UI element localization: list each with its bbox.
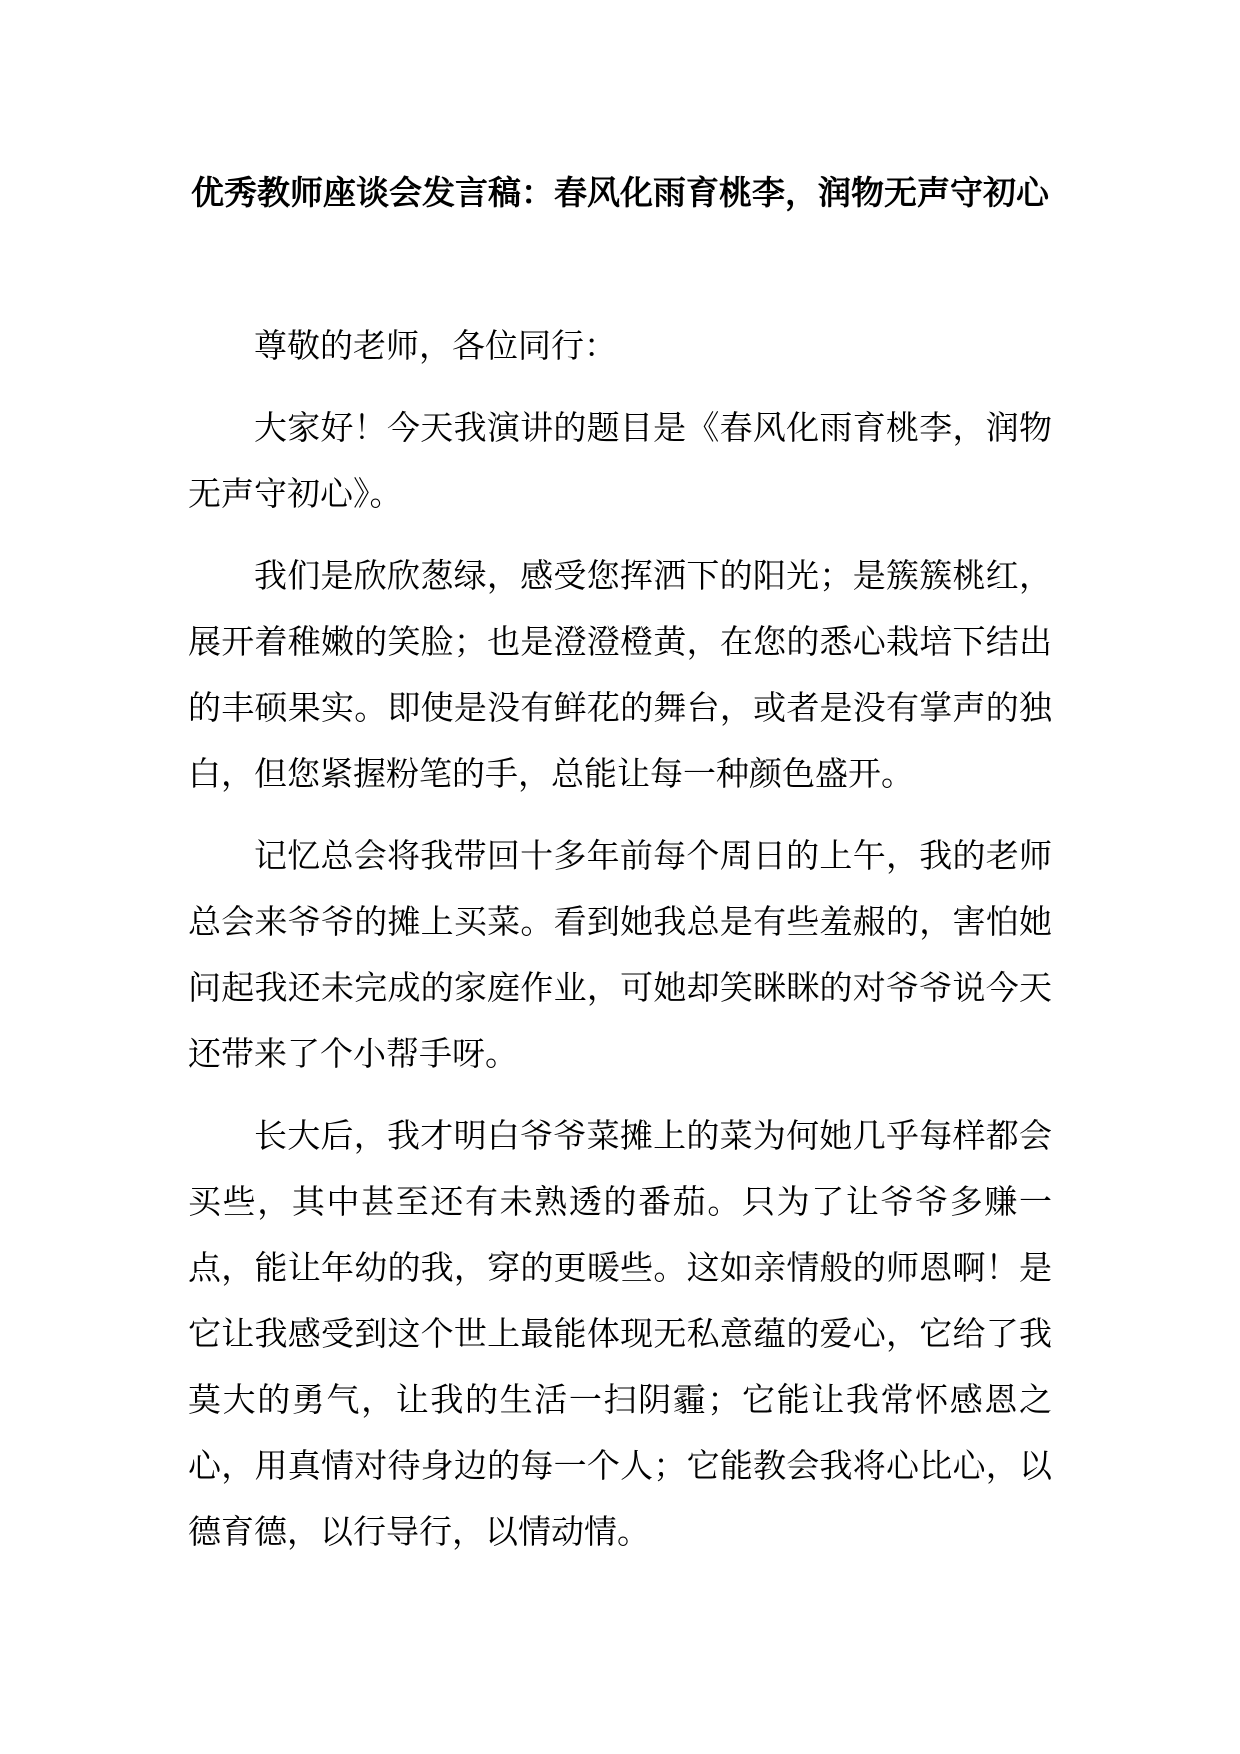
paragraph-memory: 记忆总会将我带回十多年前每个周日的上午，我的老师总会来爷爷的摊上买菜。看到她我总是有些羞赧的，害怕她问起我还未完成的家庭作业，可她却笑眯眯的对爷爷说今天还带来了个小帮手呀。: [188, 836, 1052, 1073]
paragraph-salutation: 尊敬的老师，各位同行：: [254, 326, 617, 365]
document-title: 优秀教师座谈会发言稿：春风化雨育桃李，润物无声守初心: [191, 173, 1049, 212]
paragraph-growing-up: 长大后，我才明白爷爷菜摊上的菜为何她几乎每样都会买些，其中甚至还有未熟透的番茄。只为了让爷爷多赚一点，能让年幼的我，穿的更暖些。这如亲情般的师恩啊！是它让我感受到这个世上最能体现无私意蕴的爱心，它给了我莫大的勇气，让我的生活一扫阴霾；它能让我常怀感恩之心，用真情对待身边的每一个人；它能教会我将心比心，以德育德，以行导行，以情动情。: [188, 1116, 1052, 1551]
paragraph-greeting: 大家好！今天我演讲的题目是《春风化雨育桃李，润物无声守初心》。: [188, 408, 1052, 513]
document-body: [188, 313, 1052, 1581]
paragraph-colors: 我们是欣欣葱绿，感受您挥洒下的阳光；是簇簇桃红，展开着稚嫩的笑脸；也是澄澄橙黄，在您的悉心栽培下结出的丰硕果实。即使是没有鲜花的舞台，或者是没有掌声的独白，但您紧握粉笔的手，总能让每一种颜色盛开。: [188, 556, 1052, 793]
